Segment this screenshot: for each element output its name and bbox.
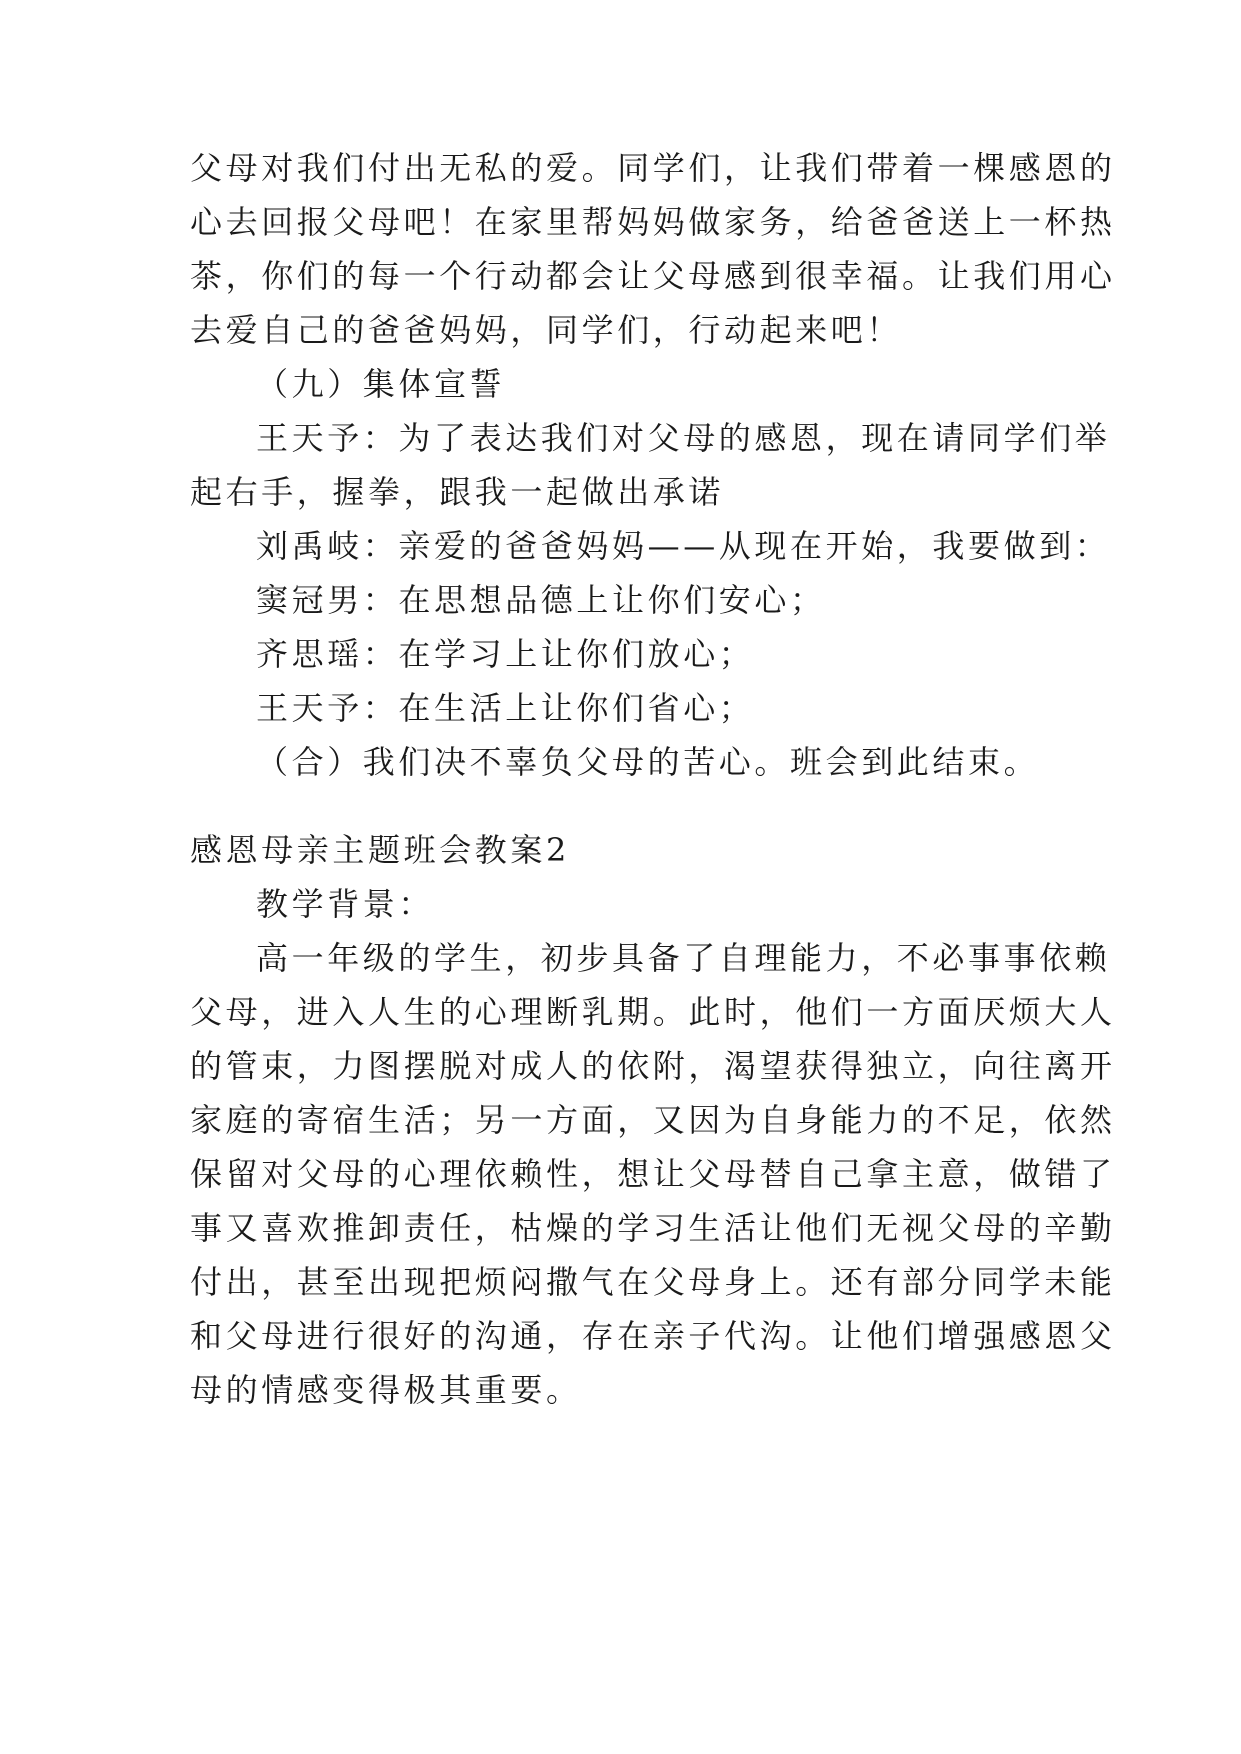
- paragraph-line: 母的情感变得极其重要。: [190, 1371, 582, 1409]
- paragraph-line: 的管束，力图摆脱对成人的依附，渴望获得独立，向往离开: [190, 1047, 1116, 1085]
- paragraph-line: 王天予：为了表达我们对父母的感恩，现在请同学们举: [256, 419, 1111, 457]
- paragraph-line: 心去回报父母吧！在家里帮妈妈做家务，给爸爸送上一杯热: [190, 203, 1116, 241]
- section-subheading: 教学背景：: [256, 885, 435, 923]
- paragraph-line: 茶，你们的每一个行动都会让父母感到很幸福。让我们用心: [190, 257, 1116, 295]
- oath-line: 刘禹岐：亲爱的爸爸妈妈——从现在开始，我要做到：: [256, 527, 1111, 565]
- section-title: 感恩母亲主题班会教案2: [190, 831, 570, 869]
- paragraph-line: 家庭的寄宿生活；另一方面，又因为自身能力的不足，依然: [190, 1101, 1116, 1139]
- paragraph-line: 保留对父母的心理依赖性，想让父母替自己拿主意，做错了: [190, 1155, 1116, 1193]
- oath-line: （合）我们决不辜负父母的苦心。班会到此结束。: [256, 743, 1040, 781]
- oath-line: 窦冠男：在思想品德上让你们安心；: [256, 581, 826, 619]
- oath-line: 王天予：在生活上让你们省心；: [256, 689, 755, 727]
- section-subheading: （九）集体宣誓: [256, 365, 506, 403]
- paragraph-line: 付出，甚至出现把烦闷撒气在父母身上。还有部分同学未能: [190, 1263, 1116, 1301]
- paragraph-line: 父母对我们付出无私的爱。同学们，让我们带着一棵感恩的: [190, 149, 1116, 187]
- paragraph-line: 去爱自己的爸爸妈妈，同学们，行动起来吧！: [190, 311, 903, 349]
- oath-line: 齐思瑶：在学习上让你们放心；: [256, 635, 755, 673]
- paragraph-line: 父母，进入人生的心理断乳期。此时，他们一方面厌烦大人: [190, 993, 1116, 1031]
- paragraph-line: 事又喜欢推卸责任，枯燥的学习生活让他们无视父母的辛勤: [190, 1209, 1116, 1247]
- paragraph-line: 起右手，握拳，跟我一起做出承诺: [190, 473, 725, 511]
- paragraph-line: 高一年级的学生，初步具备了自理能力，不必事事依赖: [256, 939, 1111, 977]
- paragraph-line: 和父母进行很好的沟通，存在亲子代沟。让他们增强感恩父: [190, 1317, 1116, 1355]
